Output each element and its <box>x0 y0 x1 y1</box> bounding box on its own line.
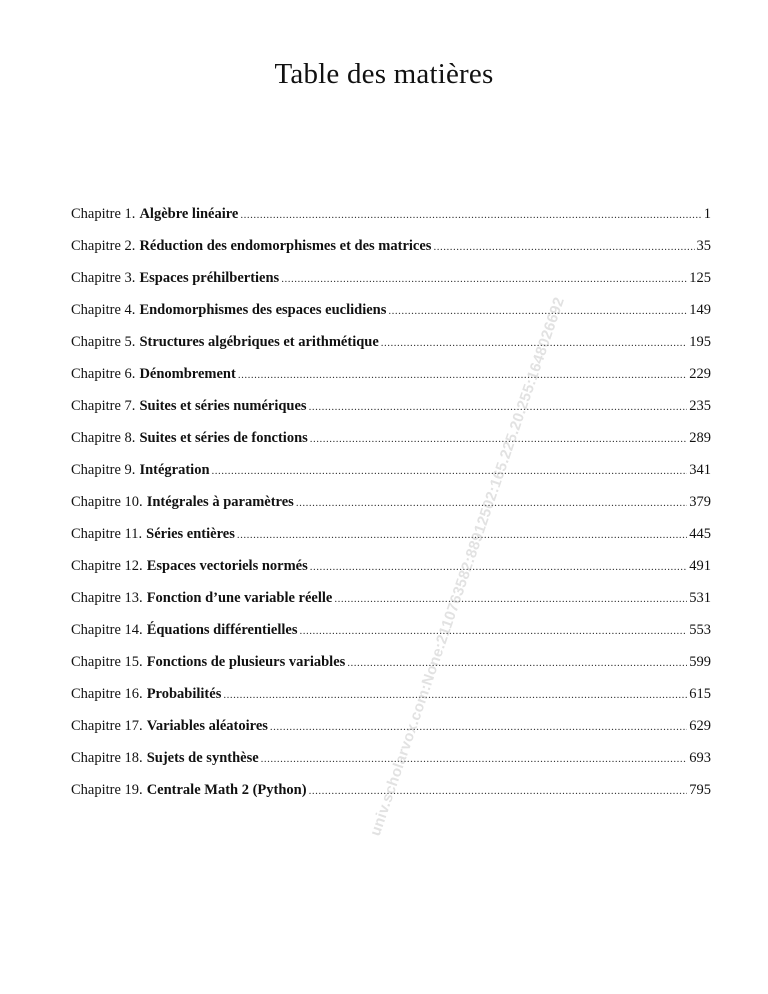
toc-entry[interactable] <box>71 715 711 747</box>
dot-leader <box>310 556 687 578</box>
chapter-number: Chapitre 10. <box>71 494 143 510</box>
toc-entry[interactable] <box>71 267 711 299</box>
chapter-title: Intégrales à paramètres <box>146 494 294 510</box>
page-number: 125 <box>689 270 711 286</box>
toc-entry[interactable] <box>71 651 711 683</box>
chapter-number: Chapitre 7. <box>71 398 136 414</box>
dot-leader <box>388 300 687 322</box>
chapter-number: Chapitre 6. <box>71 366 136 382</box>
dot-leader <box>309 780 688 802</box>
chapter-number: Chapitre 12. <box>71 558 143 574</box>
chapter-title: Dénombrement <box>139 366 236 382</box>
chapter-number: Chapitre 16. <box>71 686 143 702</box>
chapter-number: Chapitre 15. <box>71 654 143 670</box>
chapter-number: Chapitre 5. <box>71 334 136 350</box>
chapter-number: Chapitre 19. <box>71 782 143 798</box>
chapter-number: Chapitre 14. <box>71 622 143 638</box>
page-number: 629 <box>689 718 711 734</box>
dot-leader <box>237 524 687 546</box>
toc-entry[interactable] <box>71 523 711 555</box>
chapter-number: Chapitre 3. <box>71 270 136 286</box>
chapter-title: Suites et séries numériques <box>139 398 307 414</box>
page-number: 491 <box>689 558 711 574</box>
dot-leader <box>299 620 687 642</box>
chapter-title: Algèbre linéaire <box>139 206 239 222</box>
chapter-title: Endomorphismes des espaces euclidiens <box>139 302 387 318</box>
chapter-title: Structures algébriques et arithmétique <box>139 334 379 350</box>
chapter-title: Réduction des endomorphismes et des matrices <box>139 238 432 254</box>
toc-entry[interactable] <box>71 299 711 331</box>
chapter-number: Chapitre 2. <box>71 238 136 254</box>
watermark: univ.scholarvox.com:None:2110763582:88912502:165.225.20.255:1648026692 <box>366 295 569 839</box>
toc-entry[interactable] <box>71 555 711 587</box>
chapter-number: Chapitre 17. <box>71 718 143 734</box>
page-number: 795 <box>689 782 711 798</box>
page-number: 35 <box>696 238 711 254</box>
toc-entry[interactable] <box>71 459 711 491</box>
toc-entry[interactable] <box>71 683 711 715</box>
dot-leader <box>270 716 687 738</box>
dot-leader <box>238 364 687 386</box>
toc-entry[interactable] <box>71 491 711 523</box>
chapter-title: Équations différentielles <box>146 622 298 638</box>
toc-entry[interactable] <box>71 331 711 363</box>
page-number: 599 <box>689 654 711 670</box>
page-number: 553 <box>689 622 711 638</box>
chapter-number: Chapitre 1. <box>71 206 136 222</box>
toc-entry[interactable] <box>71 363 711 395</box>
toc-entry[interactable] <box>71 619 711 651</box>
toc-entry[interactable] <box>71 427 711 459</box>
dot-leader <box>240 204 701 226</box>
toc-entry[interactable] <box>71 203 711 235</box>
chapter-title: Espaces vectoriels normés <box>146 558 308 574</box>
dot-leader <box>433 236 694 258</box>
toc-entry[interactable] <box>71 395 711 427</box>
dot-leader <box>281 268 687 290</box>
page-number: 445 <box>689 526 711 542</box>
chapter-title: Sujets de synthèse <box>146 750 259 766</box>
page-number: 235 <box>689 398 711 414</box>
chapter-number: Chapitre 4. <box>71 302 136 318</box>
chapter-number: Chapitre 9. <box>71 462 136 478</box>
chapter-title: Centrale Math 2 (Python) <box>146 782 307 798</box>
chapter-title: Séries entières <box>146 526 235 542</box>
chapter-title: Fonctions de plusieurs variables <box>146 654 346 670</box>
dot-leader <box>223 684 687 706</box>
dot-leader <box>212 460 688 482</box>
toc-entry[interactable] <box>71 235 711 267</box>
page-number: 693 <box>689 750 711 766</box>
page-number: 341 <box>689 462 711 478</box>
table-of-contents <box>71 203 711 811</box>
dot-leader <box>334 588 687 610</box>
dot-leader <box>261 748 688 770</box>
chapter-title: Espaces préhilbertiens <box>139 270 280 286</box>
page-number: 195 <box>689 334 711 350</box>
chapter-title: Suites et séries de fonctions <box>139 430 308 446</box>
chapter-title: Variables aléatoires <box>146 718 268 734</box>
chapter-number: Chapitre 13. <box>71 590 143 606</box>
page-number: 1 <box>703 206 711 222</box>
chapter-title: Fonction d’une variable réelle <box>146 590 333 606</box>
chapter-title: Probabilités <box>146 686 222 702</box>
toc-entry[interactable] <box>71 587 711 619</box>
page-number: 531 <box>689 590 711 606</box>
chapter-title: Intégration <box>139 462 210 478</box>
page-title: Table des matières <box>274 58 494 90</box>
page-number: 149 <box>689 302 711 318</box>
chapter-number: Chapitre 11. <box>71 526 143 542</box>
chapter-number: Chapitre 18. <box>71 750 143 766</box>
page-number: 379 <box>689 494 711 510</box>
chapter-number: Chapitre 8. <box>71 430 136 446</box>
page-number: 289 <box>689 430 711 446</box>
page-number: 229 <box>689 366 711 382</box>
page-number: 615 <box>689 686 711 702</box>
dot-leader <box>309 396 688 418</box>
dot-leader <box>347 652 687 674</box>
